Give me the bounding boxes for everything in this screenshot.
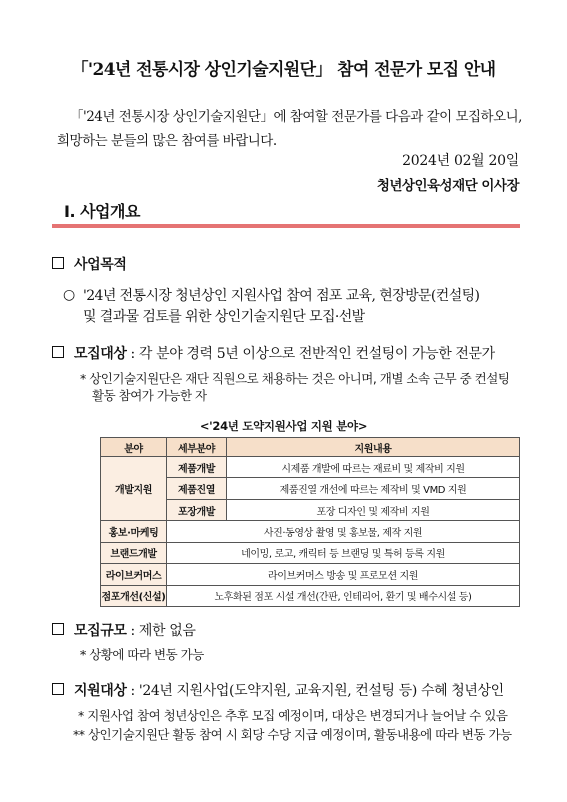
target-label: 모집대상 (74, 346, 127, 362)
table-content-cell: 노후화된 점포 시설 개선(간판, 인테리어, 환기 및 배수시설 등) (167, 585, 520, 606)
target-description: : 각 분야 경력 5년 이상으로 전반적인 컨설팅이 가능한 전문가 (126, 346, 495, 362)
target-note-line-1: * 상인기술지원단은 재단 직원으로 채용하는 것은 아니며, 개별 소속 근무 중 컨설팅 (80, 371, 510, 386)
table-row (101, 542, 520, 563)
table-content-cell: 라이브커머스 방송 및 프로모션 지원 (167, 564, 520, 585)
table-subcategory-cell: 제품개발 (167, 457, 227, 478)
support-note-line-2: ** 상인기술지원단 활동 참여 시 회당 수당 지급 예정이며, 활동내용에 따라 변동 가능 (73, 727, 512, 742)
table-content-cell: 제품진열 개선에 따르는 제작비 및 VMD 지원 (227, 478, 520, 499)
table-category-cell: 점포개선(신설) (101, 585, 167, 606)
scale-heading (52, 620, 195, 640)
table-row (101, 457, 520, 478)
table-header-cell: 세부분야 (167, 438, 227, 457)
intro-text-line-2: 희망하는 분들의 많은 참여를 바랍니다. (57, 133, 277, 149)
target-heading (52, 343, 495, 363)
document-title: 「'24년 전통시장 상인기술지원단」 참여 전문가 모집 안내 (71, 60, 496, 80)
table-header-cell: 분야 (101, 438, 167, 457)
table-row (101, 521, 520, 542)
intro-text-line-1: 「'24년 전통시장 상인기술지원단」에 참여할 전문가를 다음과 같이 모집하오니, (70, 109, 522, 125)
checkbox-square-icon (52, 257, 64, 269)
table-subcategory-cell: 제품진열 (167, 478, 227, 499)
scale-label: 모집규모 (74, 623, 127, 639)
support-target-heading (52, 680, 504, 700)
purpose-heading (52, 254, 127, 274)
document-issuer: 청년상인육성재단 이사장 (376, 178, 519, 194)
table-caption: <'24년 도약지원사업 지원 분야> (199, 419, 368, 433)
target-note-line-2: 활동 참여가 가능한 자 (92, 388, 207, 403)
table-row (101, 564, 520, 585)
table-header-cell: 지원내용 (227, 438, 520, 457)
section-heading: Ⅰ. 사업개요 (64, 202, 140, 221)
table-content-cell: 사진·동영상 촬영 및 홍보물, 제작 지원 (167, 521, 520, 542)
checkbox-square-icon (52, 683, 64, 695)
support-target-label: 지원대상 (74, 683, 127, 699)
table-category-cell: 개발지원 (101, 457, 167, 521)
document-date: 2024년 02월 20일 (402, 153, 519, 169)
purpose-text-line-2: 및 결과물 검토를 위한 상인기술지원단 모집·선발 (83, 309, 365, 325)
table-subcategory-cell: 포장개발 (167, 499, 227, 520)
table-category-cell: 홍보·마케팅 (101, 521, 167, 542)
support-note-line-1: * 지원사업 참여 청년상인은 추후 모집 예정이며, 대상은 변경되거나 늘어날 수 있음 (78, 708, 508, 723)
table-content-cell: 포장 디자인 및 제작비 지원 (227, 499, 520, 520)
checkbox-square-icon (52, 346, 64, 358)
circle-bullet-icon: ○ (63, 287, 76, 303)
purpose-text-line-1: '24년 전통시장 청년상인 지원사업 참여 점포 교육, 현장방문(컨설팅) (83, 288, 480, 304)
table-header-row (101, 438, 520, 457)
checkbox-square-icon (52, 623, 64, 635)
table-category-cell: 라이브커머스 (101, 564, 167, 585)
scale-note: * 상황에 따라 변동 가능 (80, 647, 204, 662)
scale-description: : 제한 없음 (126, 623, 196, 639)
purpose-label: 사업목적 (74, 257, 127, 273)
section-divider (52, 224, 520, 228)
table-content-cell: 시제품 개발에 따르는 재료비 및 제작비 지원 (227, 457, 520, 478)
table-row (101, 585, 520, 606)
support-field-table (100, 437, 520, 607)
table-category-cell: 브랜드개발 (101, 542, 167, 563)
table-content-cell: 네이밍, 로고, 캐릭터 등 브랜딩 및 특허 등록 지원 (167, 542, 520, 563)
support-target-description: : '24년 지원사업(도약지원, 교육지원, 컨설팅 등) 수혜 청년상인 (126, 683, 504, 699)
